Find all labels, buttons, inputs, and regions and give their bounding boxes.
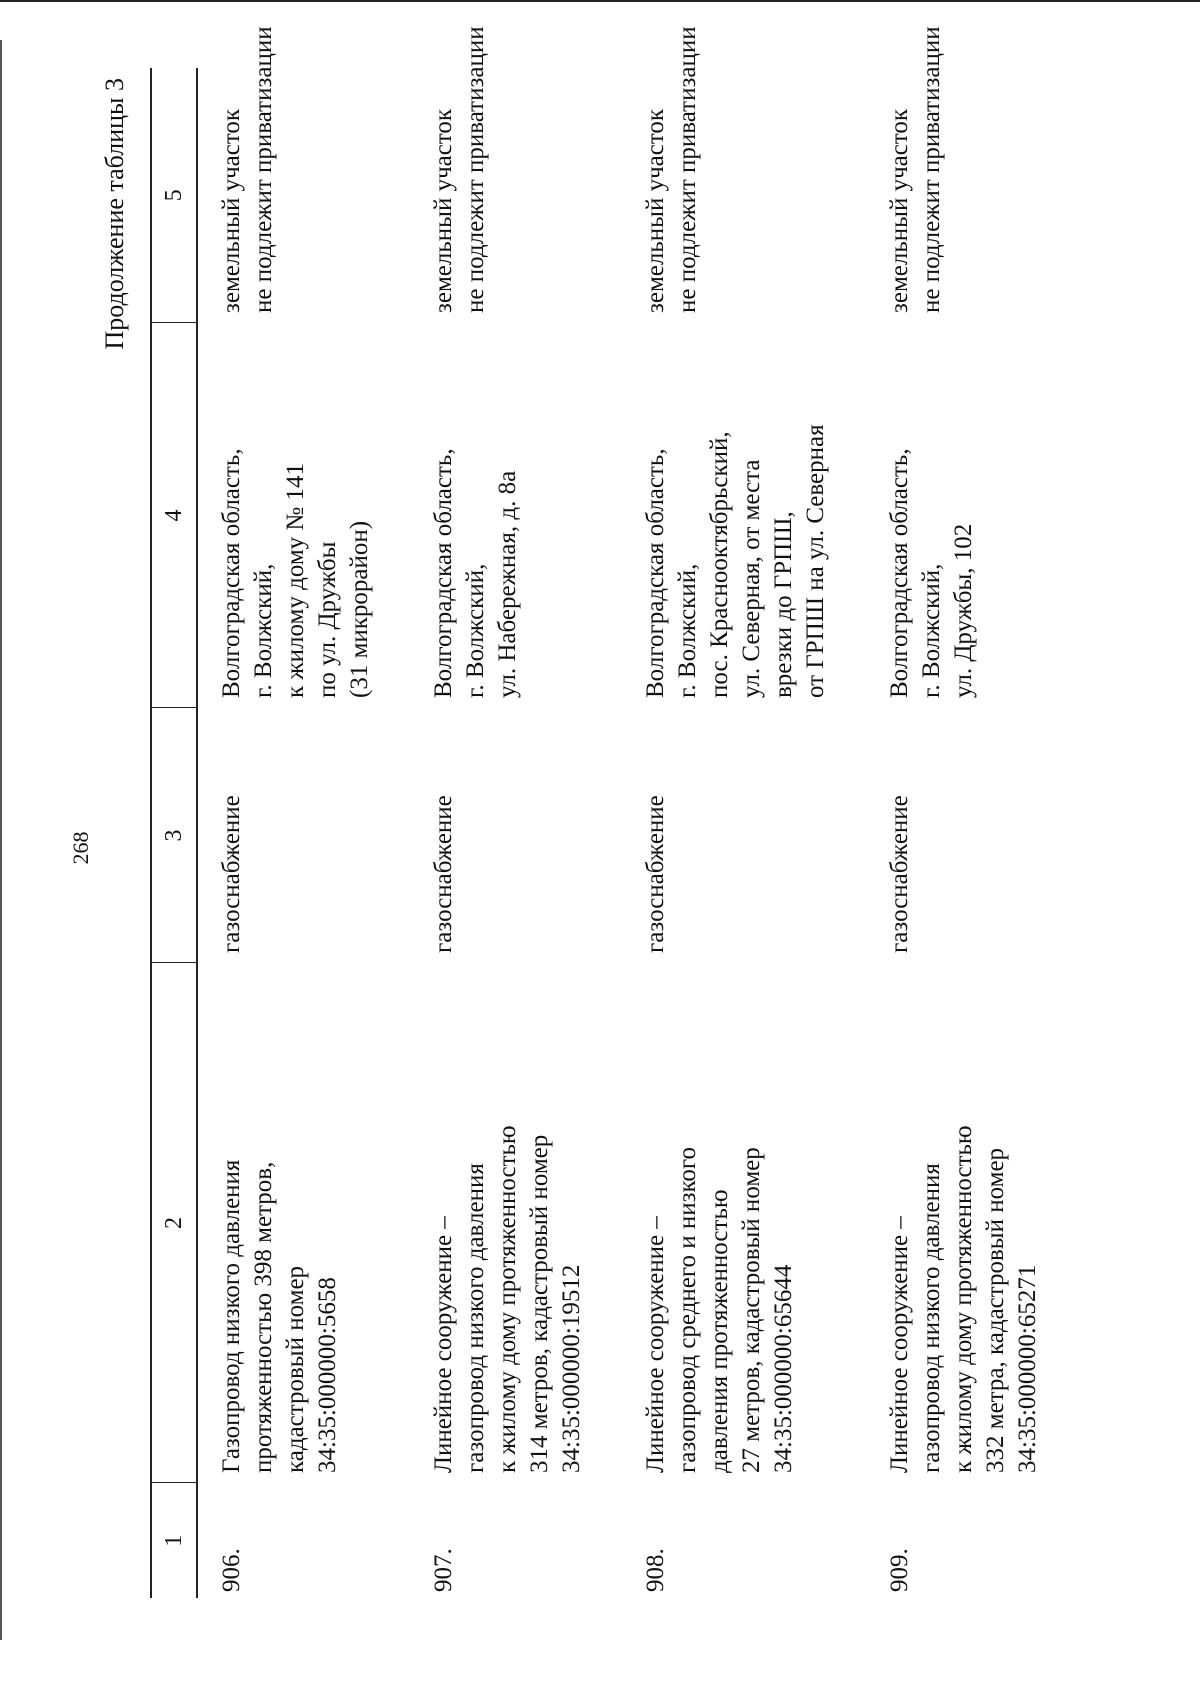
cell-line: к жилому дому протяженностью [494, 1125, 521, 1473]
cell-line: не подлежит приватизации [918, 26, 945, 313]
cell-line: от ГРПШ на ул. Северная [802, 424, 829, 698]
cell-line: земельный участок [886, 108, 913, 313]
header-col-5: 5 [151, 68, 197, 323]
table-header-row [151, 68, 197, 1598]
table-row [197, 68, 410, 1598]
cell-line: Волгоградская область, [430, 448, 457, 698]
cell-line: к жилому дому протяженностью [950, 1125, 977, 1473]
cell-line: к жилому дому № 141 [282, 462, 309, 698]
cell-line: Линейное сооружение – [886, 1216, 913, 1473]
cell-line: Линейное сооружение – [642, 1216, 669, 1473]
cell-line: не подлежит приватизации [250, 26, 277, 313]
cell-line: 34:35:000000:65644 [770, 1264, 797, 1473]
row-number-cell: 909. [886, 1548, 913, 1592]
cell-line: 332 метра, кадастровый номер [982, 1147, 1009, 1473]
row-number-cell: 906. [218, 1548, 245, 1592]
table-row [866, 68, 1078, 1598]
table-row [622, 68, 866, 1598]
header-col-2: 2 [151, 963, 197, 1483]
cell-line: г. Волжский, [674, 563, 701, 698]
purpose-cell: газоснабжение [886, 795, 913, 953]
cell-line: 34:35:000000:19512 [558, 1264, 585, 1473]
note-cell [197, 26, 410, 323]
cell-line: Волгоградская область, [218, 448, 245, 698]
cell-line: Волгоградская область, [642, 448, 669, 698]
cell-line: 27 метров, кадастровый номер [738, 1147, 765, 1473]
cell-line: ул. Северная, от места [738, 459, 765, 698]
cell-line: г. Волжский, [250, 563, 277, 698]
cell-line: не подлежит приватизации [674, 26, 701, 313]
continuation-label: Продолжение таблицы 3 [100, 78, 129, 350]
cell-line: по ул. Дружбы [314, 541, 341, 698]
purpose-cell: газоснабжение [430, 795, 457, 953]
cell-line: газопровод низкого давления [918, 1163, 945, 1473]
property-table [150, 26, 1078, 1598]
address-cell [197, 323, 410, 708]
address-cell [866, 323, 1078, 708]
note-cell [410, 26, 622, 323]
cell-line: земельный участок [218, 108, 245, 313]
cell-line: врезки до ГРПШ, [770, 511, 797, 698]
cell-line: ул. Набережная, д. 8а [494, 470, 521, 698]
cell-line: газопровод среднего и низкого [674, 1146, 701, 1473]
cell-line: кадастровый номер [282, 1265, 309, 1473]
purpose-cell: газоснабжение [642, 795, 669, 953]
cell-line: Линейное сооружение – [430, 1216, 457, 1473]
page-number: 268 [68, 831, 93, 865]
address-cell [410, 323, 622, 708]
cell-line: г. Волжский, [918, 563, 945, 698]
cell-line: газопровод низкого давления [462, 1163, 489, 1473]
table-body [197, 26, 1078, 1598]
cell-line: Газопровод низкого давления [218, 1159, 245, 1473]
object-name-cell [866, 963, 1078, 1483]
object-name-cell [622, 963, 866, 1483]
row-number-cell: 907. [430, 1548, 457, 1592]
header-col-1: 1 [151, 1483, 197, 1598]
note-cell [622, 26, 866, 323]
cell-line: 314 метров, кадастровый номер [526, 1134, 553, 1473]
cell-line: давления протяженностью [706, 1189, 733, 1473]
header-col-4: 4 [151, 323, 197, 708]
cell-line: ул. Дружбы, 102 [950, 523, 977, 698]
purpose-cell: газоснабжение [218, 795, 245, 953]
cell-line: (31 микрорайон) [346, 520, 373, 698]
object-name-cell [197, 963, 410, 1483]
cell-line: пос. Краснооктябрьский, [706, 431, 733, 698]
row-number-cell: 908. [642, 1548, 669, 1592]
cell-line: не подлежит приватизации [462, 26, 489, 313]
cell-line: 34:35:000000:65271 [1014, 1264, 1041, 1473]
cell-line: земельный участок [642, 108, 669, 313]
address-cell [622, 323, 866, 708]
note-cell [866, 26, 1078, 323]
cell-line: Волгоградская область, [886, 448, 913, 698]
cell-line: протяженностью 398 метров, [250, 1161, 277, 1473]
cell-line: г. Волжский, [462, 563, 489, 698]
table-row [410, 68, 622, 1598]
header-col-3: 3 [151, 708, 197, 963]
cell-line: земельный участок [430, 108, 457, 313]
cell-line: 34:35:000000:5658 [314, 1277, 341, 1473]
object-name-cell [410, 963, 622, 1483]
